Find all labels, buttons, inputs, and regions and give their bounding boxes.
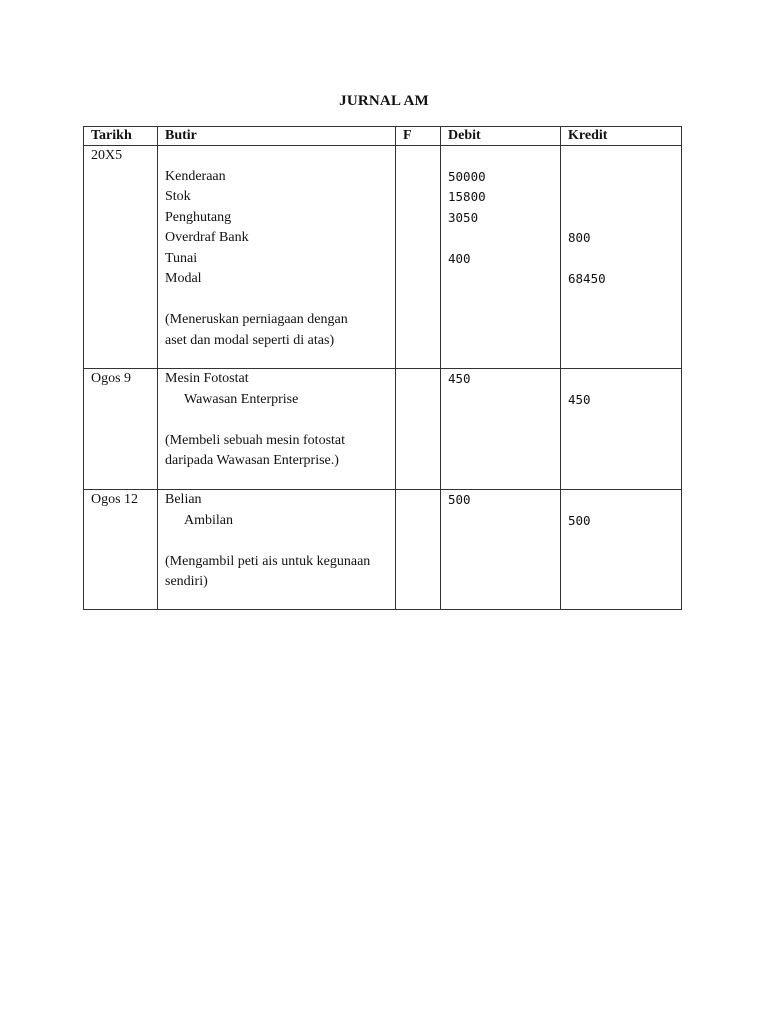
credit-value — [568, 187, 674, 208]
entry-description — [158, 490, 396, 610]
table-row — [84, 490, 682, 610]
entry-line: daripada Wawasan Enterprise.) — [165, 453, 339, 468]
debit-value: 500 — [448, 492, 471, 507]
header-debit: Debit — [441, 127, 561, 146]
debit-value — [448, 511, 553, 532]
credit-value — [568, 208, 674, 229]
entry-debit — [441, 490, 561, 610]
debit-value: 450 — [448, 371, 471, 386]
debit-value — [448, 228, 553, 249]
entry-folio — [396, 369, 441, 490]
credit-value: 800 — [568, 230, 591, 245]
header-folio: F — [396, 127, 441, 146]
debit-value: 15800 — [448, 189, 486, 204]
entry-credit — [561, 490, 682, 610]
entry-line: Modal — [165, 271, 202, 286]
entry-date: 20X5 — [84, 146, 158, 369]
entry-line — [165, 410, 388, 431]
entry-folio — [396, 146, 441, 369]
entry-line: Overdraf Bank — [165, 230, 249, 245]
page-title: JURNAL AM — [339, 93, 429, 109]
header-description: Butir — [158, 127, 396, 146]
credit-value — [568, 369, 674, 390]
entry-folio — [396, 490, 441, 610]
entry-description — [158, 146, 396, 369]
entry-line: Ambilan — [184, 512, 233, 528]
entry-credit — [561, 146, 682, 369]
entry-date: Ogos 9 — [84, 369, 158, 490]
entry-line: Mesin Fotostat — [165, 371, 249, 386]
entry-line — [165, 290, 388, 311]
credit-value: 450 — [568, 391, 591, 407]
debit-value: 400 — [448, 250, 471, 266]
entry-line: aset dan modal seperti di atas) — [165, 332, 335, 348]
credit-value — [568, 490, 674, 511]
debit-value — [448, 390, 553, 411]
entry-description — [158, 369, 396, 490]
debit-value: 50000 — [448, 168, 486, 184]
table-row — [84, 369, 682, 490]
entry-line: sendiri) — [165, 574, 208, 589]
header-credit: Kredit — [561, 127, 682, 146]
entry-line: (Mengambil peti ais untuk kegunaan — [165, 553, 371, 569]
debit-value — [448, 269, 553, 290]
credit-value: 68450 — [568, 271, 606, 286]
entry-date: Ogos 12 — [84, 490, 158, 610]
debit-value: 3050 — [448, 209, 479, 225]
entry-line — [165, 146, 388, 167]
table-row — [84, 146, 682, 369]
entry-credit — [561, 369, 682, 490]
entry-line: (Membeli sebuah mesin fotostat — [165, 432, 346, 448]
header-date: Tarikh — [84, 127, 158, 146]
credit-value: 500 — [568, 512, 591, 528]
entry-line: Kenderaan — [165, 168, 226, 184]
entry-line: Wawasan Enterprise — [184, 391, 299, 407]
entry-line: Stok — [165, 189, 191, 204]
header-row — [84, 127, 682, 146]
entry-debit — [441, 146, 561, 369]
journal-table — [83, 126, 682, 610]
credit-value — [568, 167, 674, 188]
entry-line: Belian — [165, 492, 202, 507]
entry-line: Tunai — [165, 250, 198, 266]
entry-line — [165, 531, 388, 552]
credit-value — [568, 146, 674, 167]
debit-value — [448, 146, 553, 167]
entry-debit — [441, 369, 561, 490]
entry-line: Penghutang — [165, 209, 232, 225]
credit-value — [568, 249, 674, 270]
entry-line: (Meneruskan perniagaan dengan — [165, 312, 348, 327]
